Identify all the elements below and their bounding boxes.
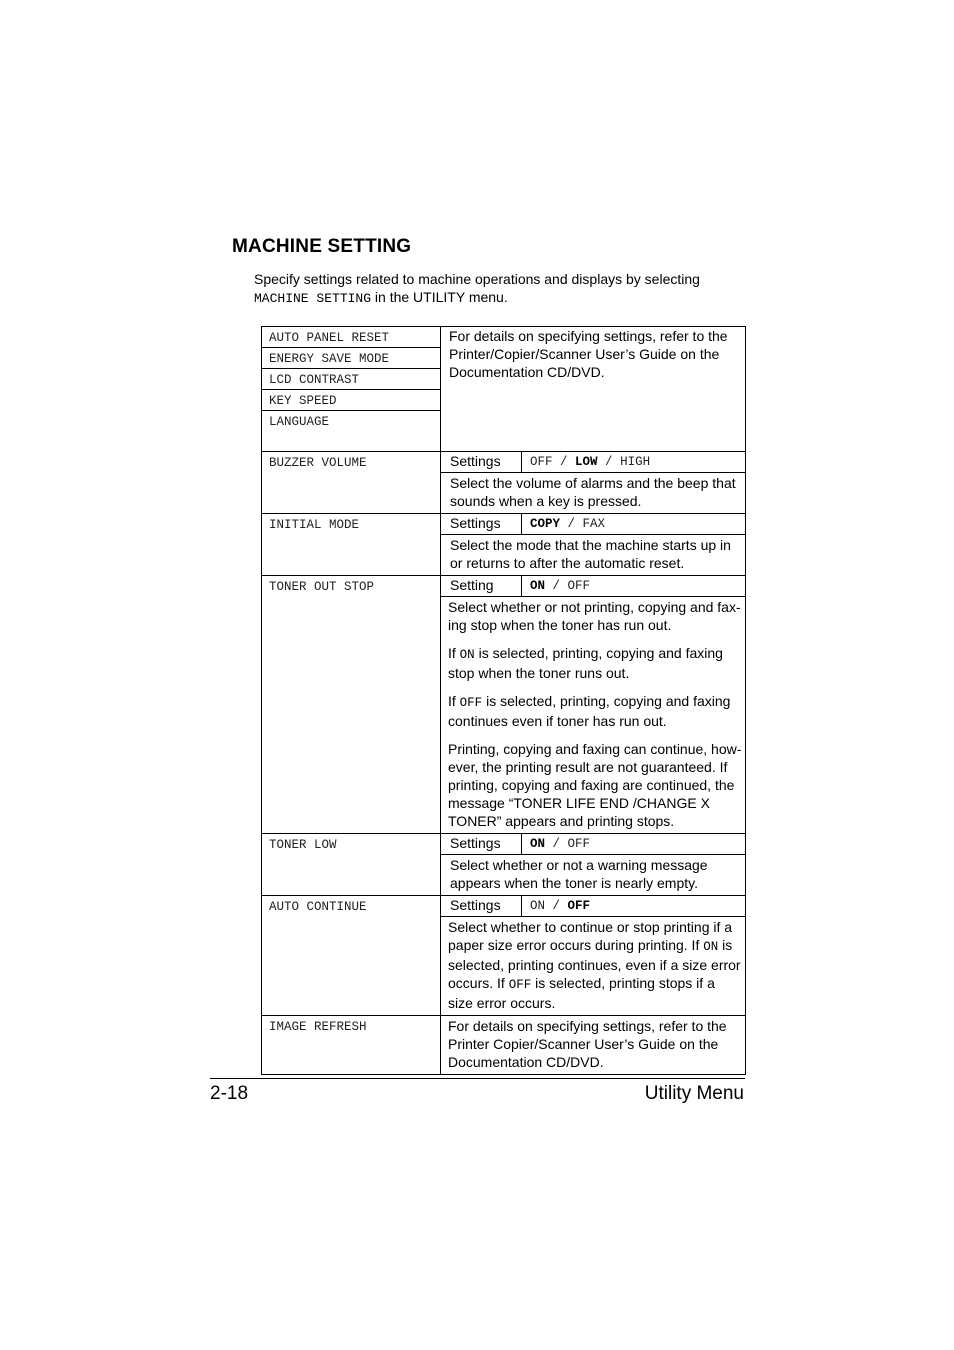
settings-label: Settings <box>441 452 522 473</box>
menu-item-auto-panel-reset: AUTO PANEL RESET <box>262 327 441 348</box>
auto-continue-description: Select whether to continue or stop printing if a paper size error occurs during printing. If ON is selected, printing continues, even if a size error occurs. If OFF is selected, printing stops if a size error occurs. <box>448 919 741 1011</box>
table-row <box>262 834 746 896</box>
settings-options: COPY / FAX <box>522 514 746 535</box>
settings-label: Settings <box>441 834 522 855</box>
table-row <box>262 1016 746 1075</box>
buzzer-volume-detail <box>441 452 746 514</box>
toner-out-para-2: If ON is selected, printing, copying and faxing stop when the toner runs out. <box>448 645 723 681</box>
table-row <box>262 514 746 576</box>
group1-description-text: For details on specifying settings, refer to the Printer/Copier/Scanner User’s Guide on the Documentation CD/DVD. <box>449 328 728 380</box>
image-refresh-description: For details on specifying settings, refer to the Printer Copier/Scanner User’s Guide on the Documentation CD/DVD. <box>441 1016 746 1075</box>
toner-out-stop-description <box>441 597 745 834</box>
intro-text <box>254 270 774 308</box>
menu-item-toner-low: TONER LOW <box>262 834 441 896</box>
buzzer-volume-description: Select the volume of alarms and the beep that sounds when a key is pressed. <box>450 475 736 509</box>
setting-options: ON / OFF <box>522 576 746 597</box>
settings-options: OFF / LOW / HIGH <box>522 452 746 473</box>
page-number: 2-18 <box>210 1083 249 1104</box>
menu-item-energy-save-mode: ENERGY SAVE MODE <box>262 348 441 369</box>
footer-section-title: Utility Menu <box>644 1083 744 1104</box>
menu-item-lcd-contrast: LCD CONTRAST <box>262 369 441 390</box>
group1-description <box>441 327 746 452</box>
toner-out-para-1: Select whether or not printing, copying and fax-ing stop when the toner has run out. <box>448 599 741 633</box>
menu-item-image-refresh: IMAGE REFRESH <box>262 1016 441 1075</box>
toner-low-description: Select whether or not a warning message appears when the toner is nearly empty. <box>450 857 708 891</box>
table-row <box>262 452 746 514</box>
toner-low-detail <box>441 834 746 896</box>
toner-out-para-3: If OFF is selected, printing, copying and faxing continues even if toner has run out. <box>448 693 731 729</box>
menu-item-initial-mode: INITIAL MODE <box>262 514 441 576</box>
settings-options: ON / OFF <box>522 834 746 855</box>
toner-out-stop-detail <box>441 576 746 834</box>
toner-out-para-4: Printing, copying and faxing can continue, how-ever, the printing result are not guaranteed. If printing, copying and faxing are continued, the message “TONER LIFE END /CHANGE X TONER” appears and printing stops. <box>448 741 742 829</box>
footer-divider <box>210 1078 745 1079</box>
settings-table <box>261 326 746 1075</box>
intro-line2: in the UTILITY menu. <box>371 289 508 305</box>
intro-code: MACHINE SETTING <box>254 291 372 306</box>
setting-label: Setting <box>441 576 522 597</box>
initial-mode-detail <box>441 514 746 576</box>
table-row <box>262 327 746 348</box>
table-row <box>262 576 746 834</box>
menu-item-language: LANGUAGE <box>262 411 441 452</box>
menu-item-buzzer-volume: BUZZER VOLUME <box>262 452 441 514</box>
settings-label: Settings <box>441 514 522 535</box>
auto-continue-detail <box>441 896 746 1016</box>
intro-line1: Specify settings related to machine operations and displays by selecting <box>254 271 700 287</box>
menu-item-auto-continue: AUTO CONTINUE <box>262 896 441 1016</box>
menu-item-toner-out-stop: TONER OUT STOP <box>262 576 441 834</box>
initial-mode-description: Select the mode that the machine starts up in or returns to after the automatic reset. <box>450 537 731 571</box>
section-heading: MACHINE SETTING <box>232 236 412 257</box>
settings-label: Settings <box>441 896 522 917</box>
menu-item-key-speed: KEY SPEED <box>262 390 441 411</box>
settings-options: ON / OFF <box>522 896 746 917</box>
table-row <box>262 896 746 1016</box>
